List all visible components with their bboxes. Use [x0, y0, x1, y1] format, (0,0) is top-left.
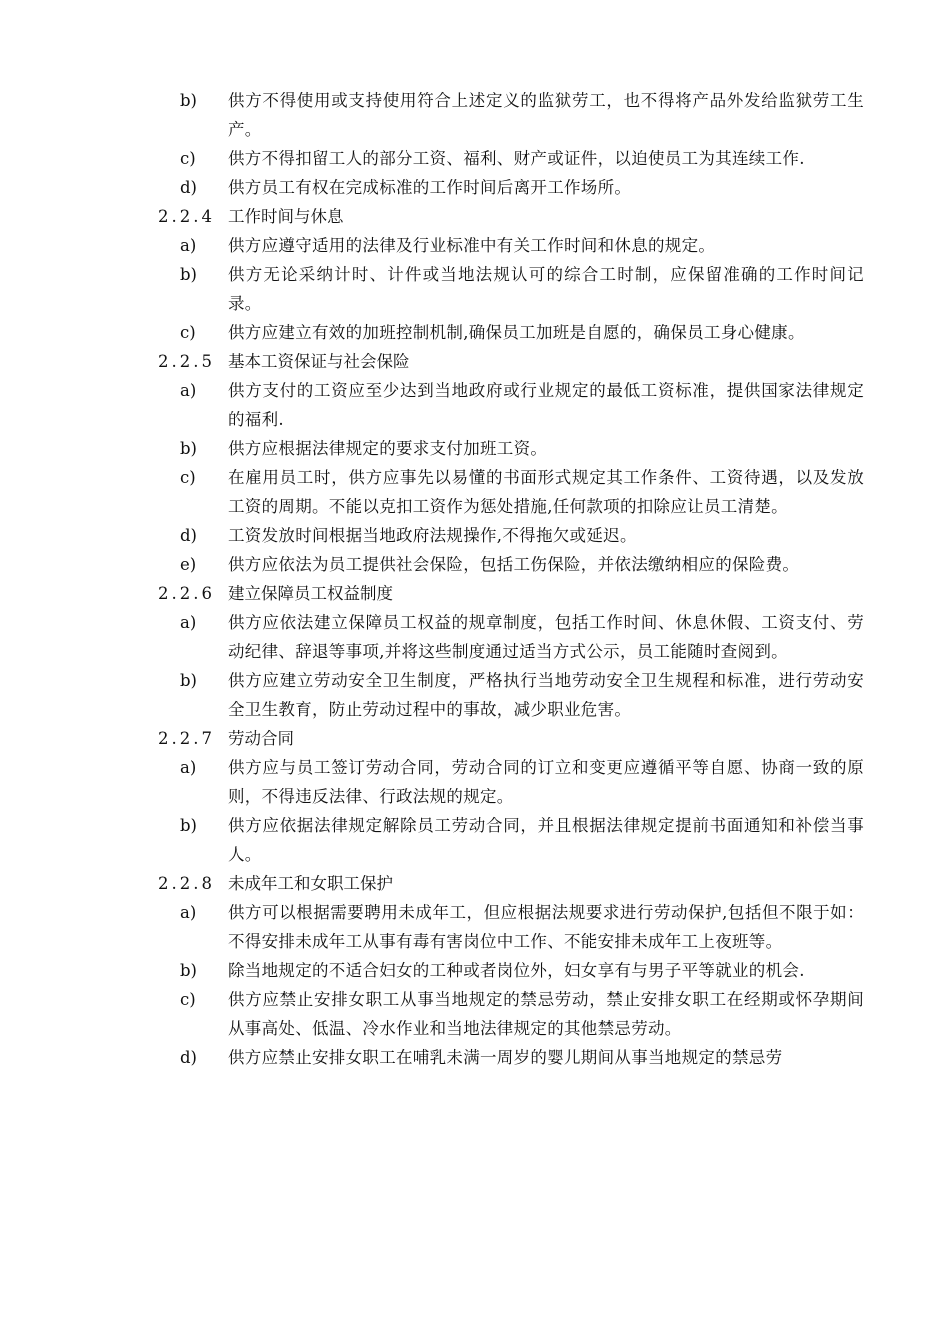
- item-letter: c): [180, 468, 196, 487]
- item-text: 工资发放时间根据当地政府法规操作,不得拖欠或延迟。: [228, 526, 637, 545]
- section-number: 2.2.4: [158, 207, 215, 226]
- document-page: [0, 86, 950, 1072]
- item-text: 供方应建立有效的加班控制机制,确保员工加班是自愿的，确保员工身心健康。: [228, 323, 805, 342]
- list-item: [0, 985, 950, 1043]
- item-letter: d): [180, 178, 197, 197]
- list-item: [0, 608, 950, 666]
- list-item: [0, 521, 950, 550]
- list-item: [0, 666, 950, 724]
- section-title: 工作时间与休息: [228, 207, 344, 226]
- item-letter: a): [180, 236, 197, 255]
- list-item: [0, 434, 950, 463]
- list-item: [0, 260, 950, 318]
- item-letter: d): [180, 1048, 197, 1067]
- list-item: [0, 550, 950, 579]
- item-text: 供方应依法为员工提供社会保险，包括工伤保险，并依法缴纳相应的保险费。: [228, 555, 800, 574]
- section-title: 建立保障员工权益制度: [228, 584, 393, 603]
- item-letter: d): [180, 526, 197, 545]
- item-text: 供方不得使用或支持使用符合上述定义的监狱劳工，也不得将产品外发给监狱劳工生产。: [228, 91, 864, 139]
- section-number: 2.2.5: [158, 352, 215, 371]
- item-letter: a): [180, 613, 197, 632]
- list-item: [0, 86, 950, 144]
- section-title: 基本工资保证与社会保险: [228, 352, 410, 371]
- list-item: [0, 956, 950, 985]
- item-text: 供方应建立劳动安全卫生制度，严格执行当地劳动安全卫生规程和标准，进行劳动安全卫生教育，防止劳动过程中的事故，减少职业危害。: [228, 671, 864, 719]
- section-heading: [0, 202, 950, 231]
- item-letter: a): [180, 903, 197, 922]
- section-number: 2.2.6: [158, 584, 215, 603]
- list-item: [0, 1043, 950, 1072]
- item-text: 供方应根据法律规定的要求支付加班工资。: [228, 439, 548, 458]
- list-item: [0, 898, 950, 956]
- item-text: 供方应与员工签订劳动合同，劳动合同的订立和变更应遵循平等自愿、协商一致的原则，不得违反法律、行政法规的规定。: [228, 758, 864, 806]
- list-item: [0, 231, 950, 260]
- item-text: 在雇用员工时，供方应事先以易懂的书面形式规定其工作条件、工资待遇，以及发放工资的周期。不能以克扣工资作为惩处措施,任何款项的扣除应让员工清楚。: [228, 468, 864, 516]
- item-text: 供方员工有权在完成标准的工作时间后离开工作场所。: [228, 178, 632, 197]
- section-heading: [0, 579, 950, 608]
- section-heading: [0, 347, 950, 376]
- item-letter: b): [180, 816, 197, 835]
- item-text: 除当地规定的不适合妇女的工种或者岗位外，妇女享有与男子平等就业的机会.: [228, 961, 805, 980]
- item-text: 供方应禁止安排女职工从事当地规定的禁忌劳动，禁止安排女职工在经期或怀孕期间从事高处、低温、冷水作业和当地法律规定的其他禁忌劳动。: [228, 990, 864, 1038]
- item-letter: c): [180, 990, 196, 1009]
- section-heading: [0, 869, 950, 898]
- item-letter: b): [180, 439, 197, 458]
- list-item: [0, 463, 950, 521]
- item-text: 供方应依据法律规定解除员工劳动合同，并且根据法律规定提前书面通知和补偿当事人。: [228, 816, 864, 864]
- list-item: [0, 173, 950, 202]
- list-item: [0, 376, 950, 434]
- item-letter: a): [180, 758, 197, 777]
- list-item: [0, 811, 950, 869]
- item-text: 供方应遵守适用的法律及行业标准中有关工作时间和休息的规定。: [228, 236, 716, 255]
- item-letter: b): [180, 961, 197, 980]
- item-text: 供方不得扣留工人的部分工资、福利、财产或证件，以迫使员工为其连续工作.: [228, 149, 805, 168]
- section-title: 劳动合同: [228, 729, 294, 748]
- item-letter: b): [180, 265, 197, 284]
- section-number: 2.2.8: [158, 874, 215, 893]
- item-text: 供方无论采纳计时、计件或当地法规认可的综合工时制，应保留准确的工作时间记录。: [228, 265, 864, 313]
- item-letter: a): [180, 381, 197, 400]
- section-heading: [0, 724, 950, 753]
- item-letter: c): [180, 323, 196, 342]
- item-letter: e): [180, 555, 197, 574]
- list-item: [0, 144, 950, 173]
- section-number: 2.2.7: [158, 729, 215, 748]
- section-title: 未成年工和女职工保护: [228, 874, 393, 893]
- list-item: [0, 318, 950, 347]
- item-text: 供方可以根据需要聘用未成年工，但应根据法规要求进行劳动保护,包括但不限于如：不得安排未成年工从事有毒有害岗位中工作、不能安排未成年工上夜班等。: [228, 903, 864, 951]
- item-letter: b): [180, 91, 197, 110]
- item-text: 供方应禁止安排女职工在哺乳未满一周岁的婴儿期间从事当地规定的禁忌劳: [228, 1048, 783, 1067]
- item-letter: b): [180, 671, 197, 690]
- list-item: [0, 753, 950, 811]
- item-letter: c): [180, 149, 196, 168]
- item-text: 供方支付的工资应至少达到当地政府或行业规定的最低工资标准，提供国家法律规定的福利.: [228, 381, 864, 429]
- item-text: 供方应依法建立保障员工权益的规章制度，包括工作时间、休息休假、工资支付、劳动纪律、辞退等事项,并将这些制度通过适当方式公示，员工能随时查阅到。: [228, 613, 864, 661]
